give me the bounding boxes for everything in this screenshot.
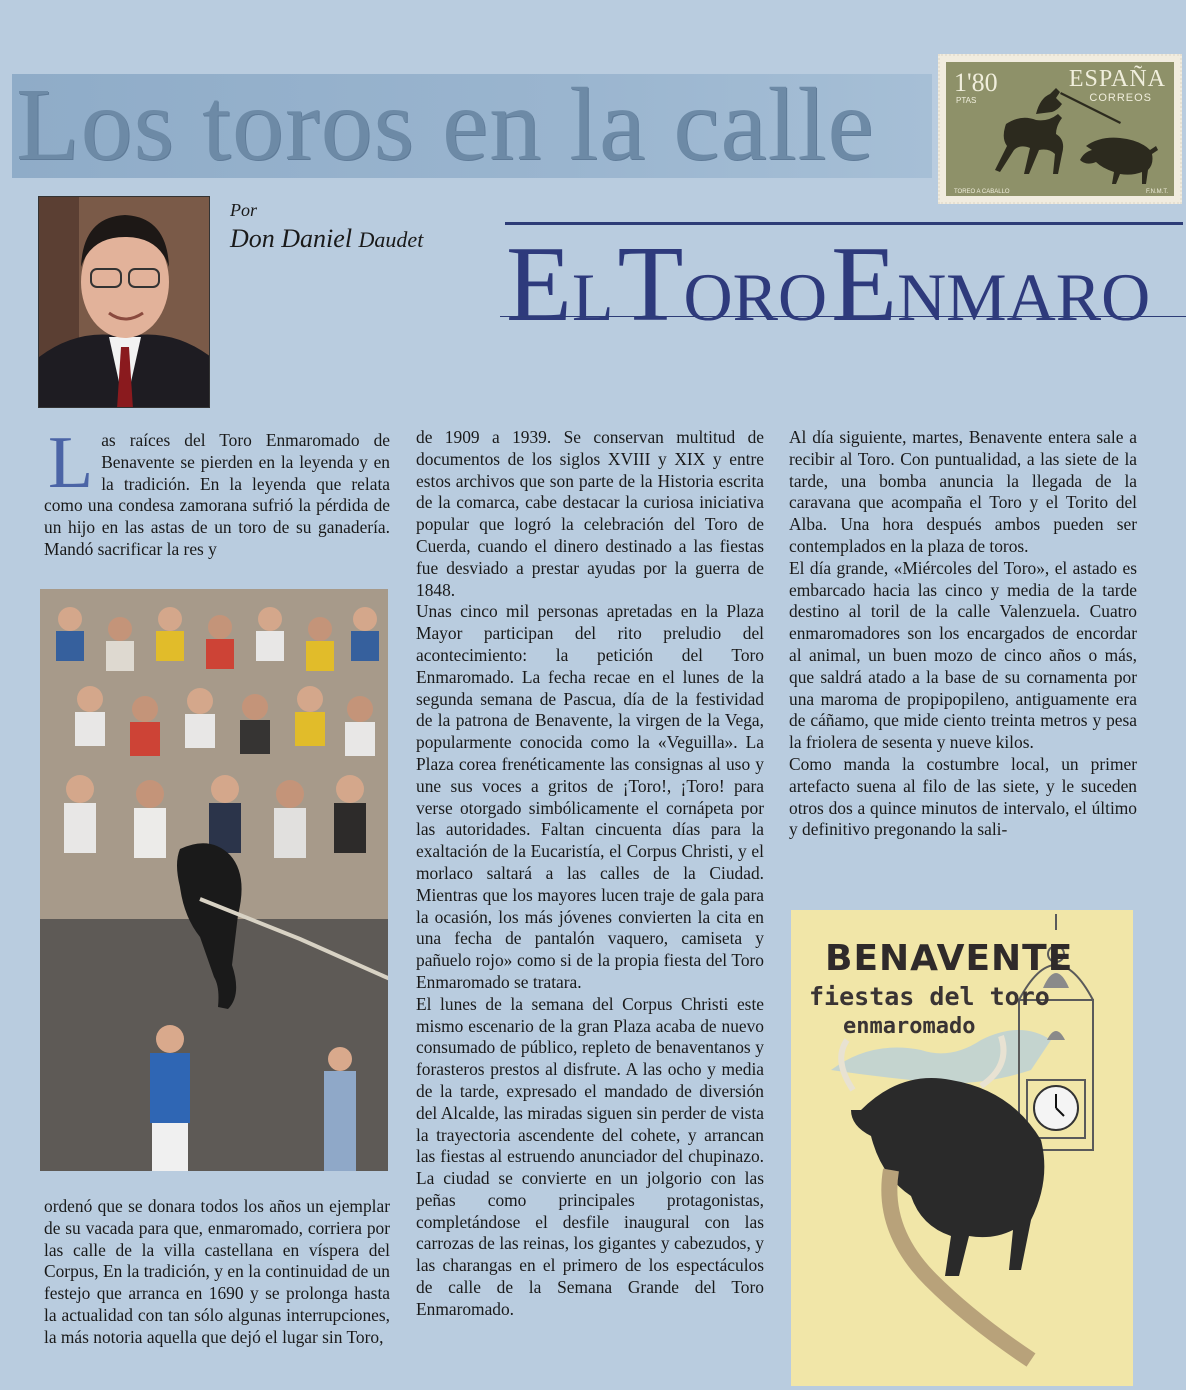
poster-subtitle-line-2: enmaromado — [843, 1014, 976, 1039]
headline-initial-3: E — [831, 230, 898, 340]
paragraph: Unas cinco mil personas apretadas en la Plaza Mayor participan del rito preludio del acontecimiento: la petición del Toro Enmaromado. La fecha recae en el lunes de la segunda semana de Pascua, día de la festividad de la patrona de Benavente, la virgen de la Vega, popularmente conocida como la «Veguilla». La Plaza corea frenéticamente las consignas al uso y une sus voces a gritos de ¡Toro!, ¡Toro! para verse otorgado simbólicamente el cornápeta por las autoridades. Faltan cincuenta días para la exaltación de la Eucaristía, el Corpus Christi, y el morlaco saltará a las calles de la Ciudad. Mientras que los mayores lucen traje de gala para la ocasión, los más jóvenes convierten la cita en una fecha de pantalón vaquero, camiseta y pañuelo rojo» como si de la propia fiesta del Toro Enmaromado se tratara. — [416, 601, 764, 992]
author-photo — [38, 196, 210, 408]
paragraph: Al día siguiente, martes, Benavente entera sale a recibir al Toro. Con puntualidad, a las siete de la tarde, una bomba anuncia la llegada de la caravana que acompaña el Toro y el Torito del Alba. Una hora después ambos pueden ser contemplados en la plaza de toros. — [789, 427, 1137, 556]
headline-rule-top — [505, 222, 1183, 225]
paragraph: El día grande, «Miércoles del Toro», el astado es embarcado hacia las cinco y media de la tarde destino al toril de la calle Valenzuela. Cuatro enmaromadores son los encargados de encordar al animal, un buen mozo de cinco años o más, que saldrá atado a la base de su cornamenta por una maroma de propipopileno, antiguamente era de cáñamo, que mide ciento treinta metros y pesa la friolera de sesenta y nueve kilos. — [789, 557, 1137, 753]
stamp-value-unit: PTAS — [956, 96, 977, 105]
stamp-country: ESPAÑA — [1068, 66, 1166, 92]
festival-poster — [791, 910, 1133, 1386]
crowd-illustration — [40, 589, 388, 1171]
running-of-the-bull-photo — [40, 589, 388, 1171]
paragraph: de 1909 a 1939. Se conservan multitud de documentos de los siglos XVIII y XIX y entre estos archivos que son parte de la Historia escrita de la comarca, cabe destacar la curiosa iniciativa popular que logró la celebración del Toro de Cuerda, cuando el dinero destinado a las fiestas fue desviado a prestar ayudas por la guerra de 1848. — [416, 427, 764, 600]
poster-title: BENAVENTE — [825, 938, 1074, 979]
byline-prefix: Por — [230, 200, 257, 220]
headline-rest-1: L — [571, 259, 614, 335]
paragraph: as raíces del Toro Enmaromado de Benavente se pierden en la leyenda y en la tradición. En la leyenda que relata como una condesa zamorana sufrió la pérdida de un hijo en las astas de un toro de su ganadería. Mandó sacrificar la res y — [44, 430, 390, 559]
stamp-caption: TOREO A CABALLO — [954, 189, 1010, 195]
author-name — [230, 224, 423, 254]
article-column-1-bottom — [44, 1196, 390, 1349]
headline-rule-bottom — [500, 316, 1186, 317]
drop-cap: L — [48, 422, 94, 504]
article-column-2 — [416, 427, 764, 1321]
article-column-1-top — [44, 422, 390, 561]
stamp-image — [946, 62, 1174, 196]
paragraph: Como manda la costumbre local, un primer artefacto suena al filo de las siete, y le suceden otros dos a quince minutos de intervalo, el último y definitivo pregonando la sali- — [789, 753, 1137, 840]
author-first-name: Don Daniel — [230, 224, 353, 253]
author-portrait — [39, 197, 210, 408]
headline-initial-2: T — [617, 230, 684, 340]
poster-subtitle-line-1: fiestas del toro — [809, 982, 1050, 1011]
page-title: Los toros en la calle — [16, 67, 875, 182]
horse-and-bull-illustration — [966, 84, 1166, 194]
stamp-printer: F.N.M.T. — [1146, 189, 1168, 195]
stamp-value: 1'80 — [954, 68, 998, 97]
headline-rest-3: NMARO — [897, 259, 1151, 335]
headline-rest-2: ORO — [683, 259, 828, 335]
postage-stamp — [938, 54, 1182, 204]
headline-initial-1: E — [506, 230, 572, 340]
paragraph: ordenó que se donara todos los años un ejemplar de su vacada para que, enmaromado, corriera por las calle de la villa castellana en víspera del Corpus, En la tradición, y en la continuidad de un festejo que arranca en 1690 y se prolonga hasta la actualidad con tan sólo algunas interrupciones, la más notoria aquella que dejó el lugar sin Toro, — [44, 1196, 390, 1347]
paragraph: El lunes de la semana del Corpus Christi este mismo escenario de la gran Plaza acaba de nuevo consumado de público, repleto de benaventanos y forasteros prestos al disfrute. A las ocho y media de la tarde, expresado el mandado de diversión del Alcalde, las miradas siguen sin perder de vista la trayectoria ascendente del cohete, y arrancan las fiestas al estruendo anunciador del chupinazo. La ciudad se convierte en un jolgorio con las peñas como principales protagonistas, completándose el desfile inaugural con las carrozas de las reinas, los gigantes y cabezudos, y las charangas en el primero de los espectáculos de calle de la Semana Grande del Toro Enmaromado. — [416, 993, 764, 1319]
stamp-service: CORREOS — [1089, 92, 1152, 104]
article-column-3 — [789, 427, 1137, 841]
author-last-name: Daudet — [358, 227, 424, 252]
article-headline — [506, 230, 1186, 340]
